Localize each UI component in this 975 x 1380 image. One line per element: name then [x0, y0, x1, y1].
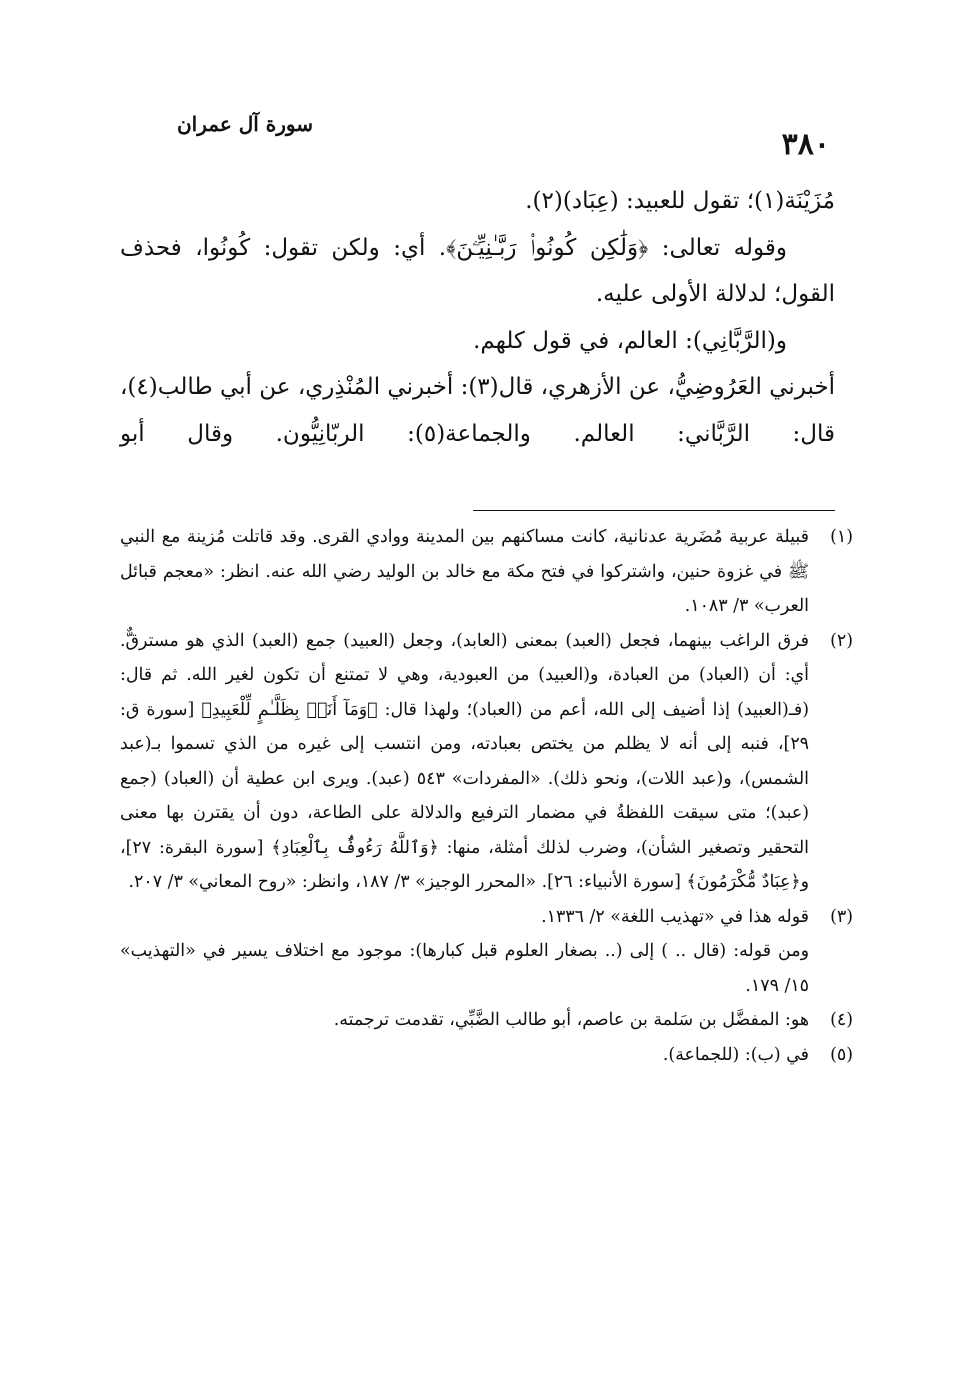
main-paragraph: أخبرني العَرُوضِيُّ، عن الأزهري، قال(٣): أخبرني المُنْذِري، عن أبي طالب(٤)، قال: الرَّبَّاني: العالم. والجماعة(٥): الربّانِيُّون. وقال أبو: [120, 374, 836, 447]
main-paragraph: وقوله تعالى: ﴿وَلَٰكِن كُونُوا۟ رَبَّـٰنِيِّـۧنَ﴾. أي: ولكن تقول: كُونُوا، فحذف القول؛ لدلالة الأولى عليه.: [120, 234, 835, 307]
main-text: [120, 178, 835, 457]
footnote-number: (٤): [830, 1010, 853, 1030]
footnote-separator: [473, 510, 835, 511]
footnote-number: (١): [830, 527, 853, 547]
footnote-text: هو: المفضَّل بن سَلمة بن عاصم، أبو طالب الضَّبِّي، تقدمت ترجمته.: [333, 1010, 809, 1030]
footnote-number: (٣): [830, 906, 853, 927]
footnote-number: (٥): [830, 1044, 853, 1065]
footnote-text: في (ب): (للجماعة).: [662, 1044, 809, 1065]
footnote-2: [120, 624, 853, 900]
footnote-text: قبيلة عربية مُضَرية عدنانية، كانت مساكنهم بين المدينة ووادي القرى. وقد قاتلت مُزينة مع النبي ﷺ في غزوة حنين، واشتركوا في فتح مكة مع خالد بن الوليد رضي الله عنه. انظر: «معجم قبائل العرب» ٣/ ١٠٨٣.: [120, 527, 809, 616]
footnote-5: [120, 1038, 853, 1073]
footnote-4: [120, 1003, 853, 1038]
footnotes: [120, 520, 853, 1072]
footnote-1: [120, 520, 853, 624]
main-paragraph: و(الرَّبَّانِي): العالم، في قول كلهم.: [473, 327, 787, 354]
footnote-text: فرق الراغب بينهما، فجعل (العبد) بمعنى (العابد)، وجعل (العبيد) جمع (العبد) الذي هو مسترقٌّ. أي: أن (العباد) من العبادة، و(العبيد) من العبودية، وهي لا تمتنع أن تكون لغير الله. ثم قال: (فـ(العبيد) إذا أضيف إلى الله، أعم من (العباد)؛ ولهذا قال: ﴿وَمَآ أَنَا۠ بِظَلَّـٰمٍ لِّلْعَبِيدِ﴾ [سورة ق: ٢٩]، فنبه إلى أنه لا يظلم من يختص بعبادته، ومن انتسب إلى غيره من الذي تسموا بـ(عبد الشمس)، و(عبد اللات)، ونحو ذلك). «المفردات» ٥٤٣ (عبد). ويرى ابن عطية أن (العباد) (جمع (عبد)؛ متى سيقت اللفظةُ في مضمار الترفيع والدلالة على الطاعة، دون أن يقترن بها معنى التحقير وتصغير الشأن)، وضرب لذلك أمثلة، منها: ﴿وَٱللَّهُ رَءُوفٌۢ بِٱلْعِبَادِ﴾ [سورة البقرة: ٢٧]، و﴿عِبَادٌ مُّكْرَمُونَ﴾ [سورة الأنبياء: ٢٦]. «المحرر الوجيز» ٣/ ١٨٧، وانظر: «روح المعاني» ٣/ ٢٠٧.: [120, 630, 809, 892]
footnote-3: [120, 900, 853, 935]
footnote-number: (٢): [830, 630, 853, 651]
running-title: سورة آل عمران: [176, 112, 313, 136]
main-paragraph: مُزَيْنَة(١)؛ تقول للعبيد: (عِبَاد)(٢).: [525, 188, 835, 214]
footnote-3-continuation: ومن قوله: (قال .. ) إلى (.. بصغار العلوم قبل كبارها): موجود مع اختلاف يسير في «التهذيب» ١٥/ ١٧٩.: [120, 941, 809, 996]
footnote-text: قوله هذا في «تهذيب اللغة» ٢/ ١٣٣٦.: [541, 906, 809, 927]
page-number: ٣٨٠: [781, 127, 830, 162]
